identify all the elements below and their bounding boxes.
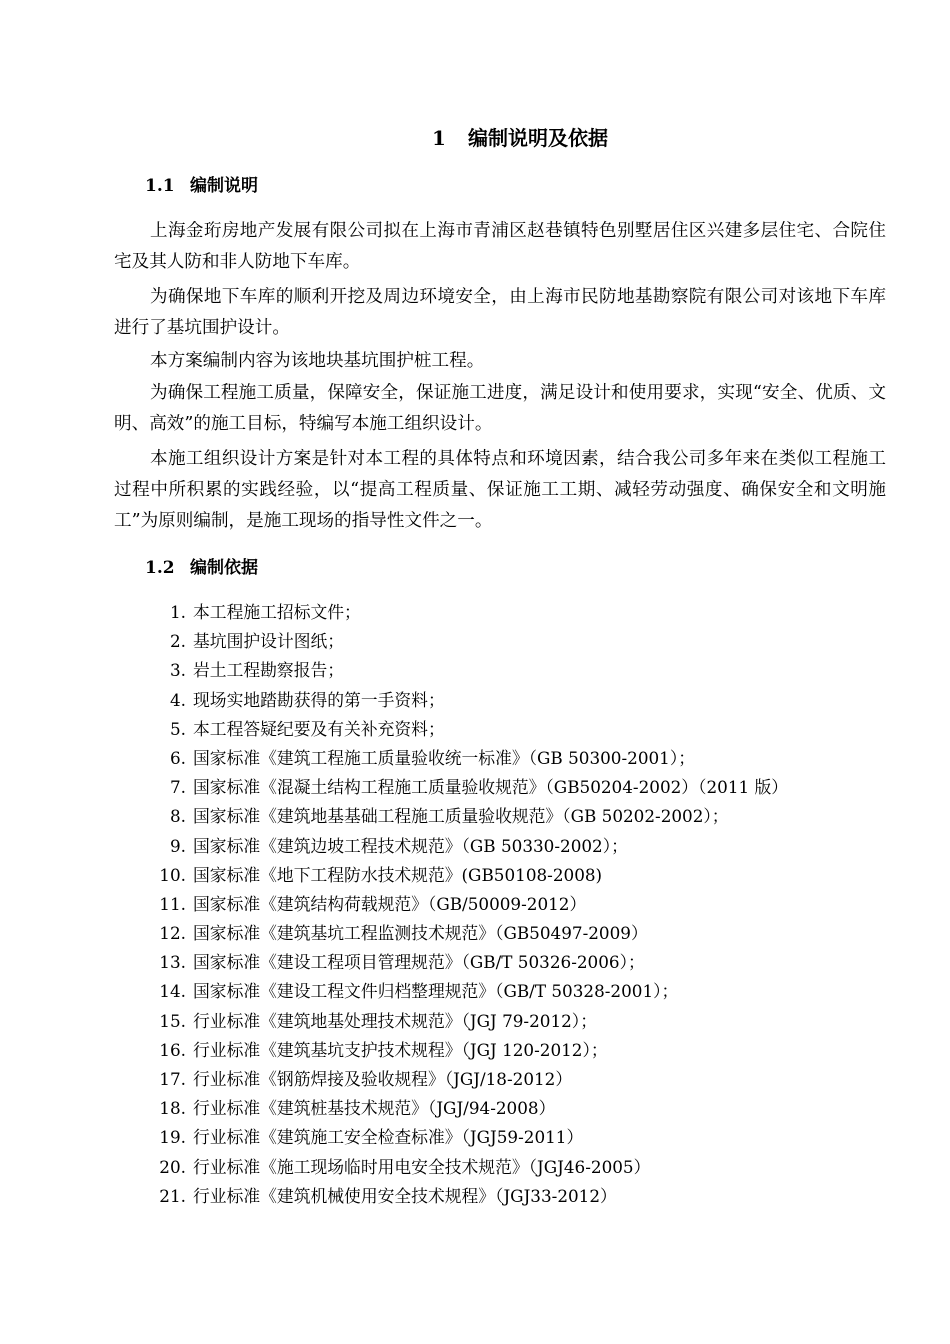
list-item-text: 国家标准《建筑基坑工程监测技术规范》（GB50497-2009） (193, 923, 648, 944)
list-item-number: 21. (159, 1185, 186, 1206)
list-item-number: 6. (169, 747, 186, 768)
paragraph-goals: 为确保工程施工质量，保障安全，保证施工进度，满足设计和使用要求，实现“安全、优质、文明、高效”的施工目标，特编写本施工组织设计。 (114, 383, 886, 434)
section-title: 编制说明 (190, 176, 258, 196)
section-title: 编制依据 (190, 558, 258, 578)
list-item-number: 14. (159, 981, 186, 1002)
list-item-number: 19. (159, 1127, 186, 1148)
list-item (150, 1094, 788, 1123)
list-item (150, 948, 788, 977)
list-item-text: 行业标准《建筑地基处理技术规范》（JGJ 79-2012）； (193, 1010, 597, 1031)
list-item (150, 919, 788, 948)
list-item-number: 3. (169, 660, 186, 681)
list-item (150, 977, 788, 1006)
list-item (150, 656, 788, 685)
section-number: 1.1 (145, 176, 175, 196)
list-item (150, 1153, 788, 1182)
list-item-number: 8. (169, 806, 186, 827)
list-item-number: 7. (169, 777, 186, 798)
list-item (150, 832, 788, 861)
list-item (150, 1007, 788, 1036)
paragraph-project-intro: 上海金珩房地产发展有限公司拟在上海市青浦区赵巷镇特色别墅居住区兴建多层住宅、合院住宅及其人防和非人防地下车库。 (114, 221, 886, 272)
list-item-text: 行业标准《钢筋焊接及验收规程》（JGJ/18-2012） (193, 1069, 573, 1089)
list-item-text: 国家标准《混凝土结构工程施工质量验收规范》（GB50204-2002）（2011 版） (193, 777, 789, 798)
chapter-title: 编制说明及依据 (467, 126, 608, 150)
list-item-text: 现场实地踏勘获得的第一手资料； (193, 689, 445, 710)
list-item-number: 1. (169, 602, 186, 622)
list-item (150, 1065, 788, 1094)
list-item-text: 本工程答疑纪要及有关补充资料； (193, 718, 445, 739)
chapter-heading (0, 124, 950, 152)
list-item-number: 16. (159, 1039, 186, 1060)
list-item-number: 10. (159, 864, 186, 885)
list-item-text: 岩土工程勘察报告； (193, 660, 345, 681)
list-item-number: 11. (159, 893, 186, 914)
list-item-number: 18. (159, 1098, 186, 1119)
list-item-number: 17. (159, 1069, 186, 1089)
section-heading-1-1 (145, 174, 258, 198)
list-item-text: 国家标准《建筑结构荷载规范》（GB/50009-2012） (193, 893, 587, 914)
list-item-number: 12. (159, 923, 186, 944)
list-item (150, 773, 788, 802)
list-item-text: 行业标准《建筑桩基技术规范》（JGJ/94-2008） (193, 1098, 556, 1119)
list-item-text: 国家标准《建筑边坡工程技术规范》（GB 50330-2002）； (193, 835, 628, 856)
section-number: 1.2 (145, 558, 175, 578)
list-item-text: 行业标准《施工现场临时用电安全技术规范》（JGJ46-2005） (193, 1156, 651, 1177)
paragraph-scope: 本方案编制内容为该地块基坑围护桩工程。 (150, 351, 485, 371)
list-item-number: 2. (169, 631, 186, 652)
reference-list (150, 598, 788, 1211)
list-item (150, 627, 788, 656)
paragraph-design-unit: 为确保地下车库的顺利开挖及周边环境安全，由上海市民防地基勘察院有限公司对该地下车库进行了基坑围护设计。 (114, 287, 886, 338)
list-item (150, 1036, 788, 1065)
list-item-text: 行业标准《建筑机械使用安全技术规程》（JGJ33-2012） (193, 1185, 617, 1206)
list-item-text: 国家标准《地下工程防水技术规范》(GB50108-2008) (193, 864, 603, 885)
list-item-text: 基坑围护设计图纸； (193, 631, 345, 652)
list-item-number: 20. (159, 1156, 186, 1177)
list-item (150, 744, 788, 773)
paragraph-principles: 本施工组织设计方案是针对本工程的具体特点和环境因素，结合我公司多年来在类似工程施工过程中所积累的实践经验，以“提高工程质量、保证施工工期、减轻劳动强度、确保安全和文明施工”为原则编制，是施工现场的指导性文件之一。 (114, 449, 886, 531)
list-item (150, 890, 788, 919)
list-item-text: 行业标准《建筑施工安全检查标准》（JGJ59-2011） (193, 1127, 584, 1148)
list-item (150, 1123, 788, 1152)
list-item (150, 715, 788, 744)
list-item (150, 802, 788, 831)
list-item (150, 686, 788, 715)
list-item-text: 国家标准《建设工程文件归档整理规范》（GB/T 50328-2001）； (193, 981, 679, 1002)
list-item-text: 本工程施工招标文件； (193, 602, 361, 622)
list-item-number: 13. (159, 952, 186, 973)
list-item (150, 1182, 788, 1211)
list-item-number: 9. (169, 835, 186, 856)
section-heading-1-2 (145, 556, 258, 580)
list-item-text: 行业标准《建筑基坑支护技术规程》（JGJ 120-2012）； (193, 1039, 608, 1060)
chapter-number: 1 (432, 126, 446, 150)
list-item-text: 国家标准《建筑工程施工质量验收统一标准》（GB 50300-2001）； (193, 747, 696, 768)
list-item (150, 861, 788, 890)
list-item-number: 4. (169, 689, 186, 710)
list-item-number: 15. (159, 1010, 186, 1031)
list-item-number: 5. (169, 718, 186, 739)
list-item (150, 598, 788, 627)
list-item-text: 国家标准《建设工程项目管理规范》（GB/T 50326-2006）； (193, 952, 645, 973)
list-item-text: 国家标准《建筑地基基础工程施工质量验收规范》（GB 50202-2002）； (193, 806, 729, 827)
